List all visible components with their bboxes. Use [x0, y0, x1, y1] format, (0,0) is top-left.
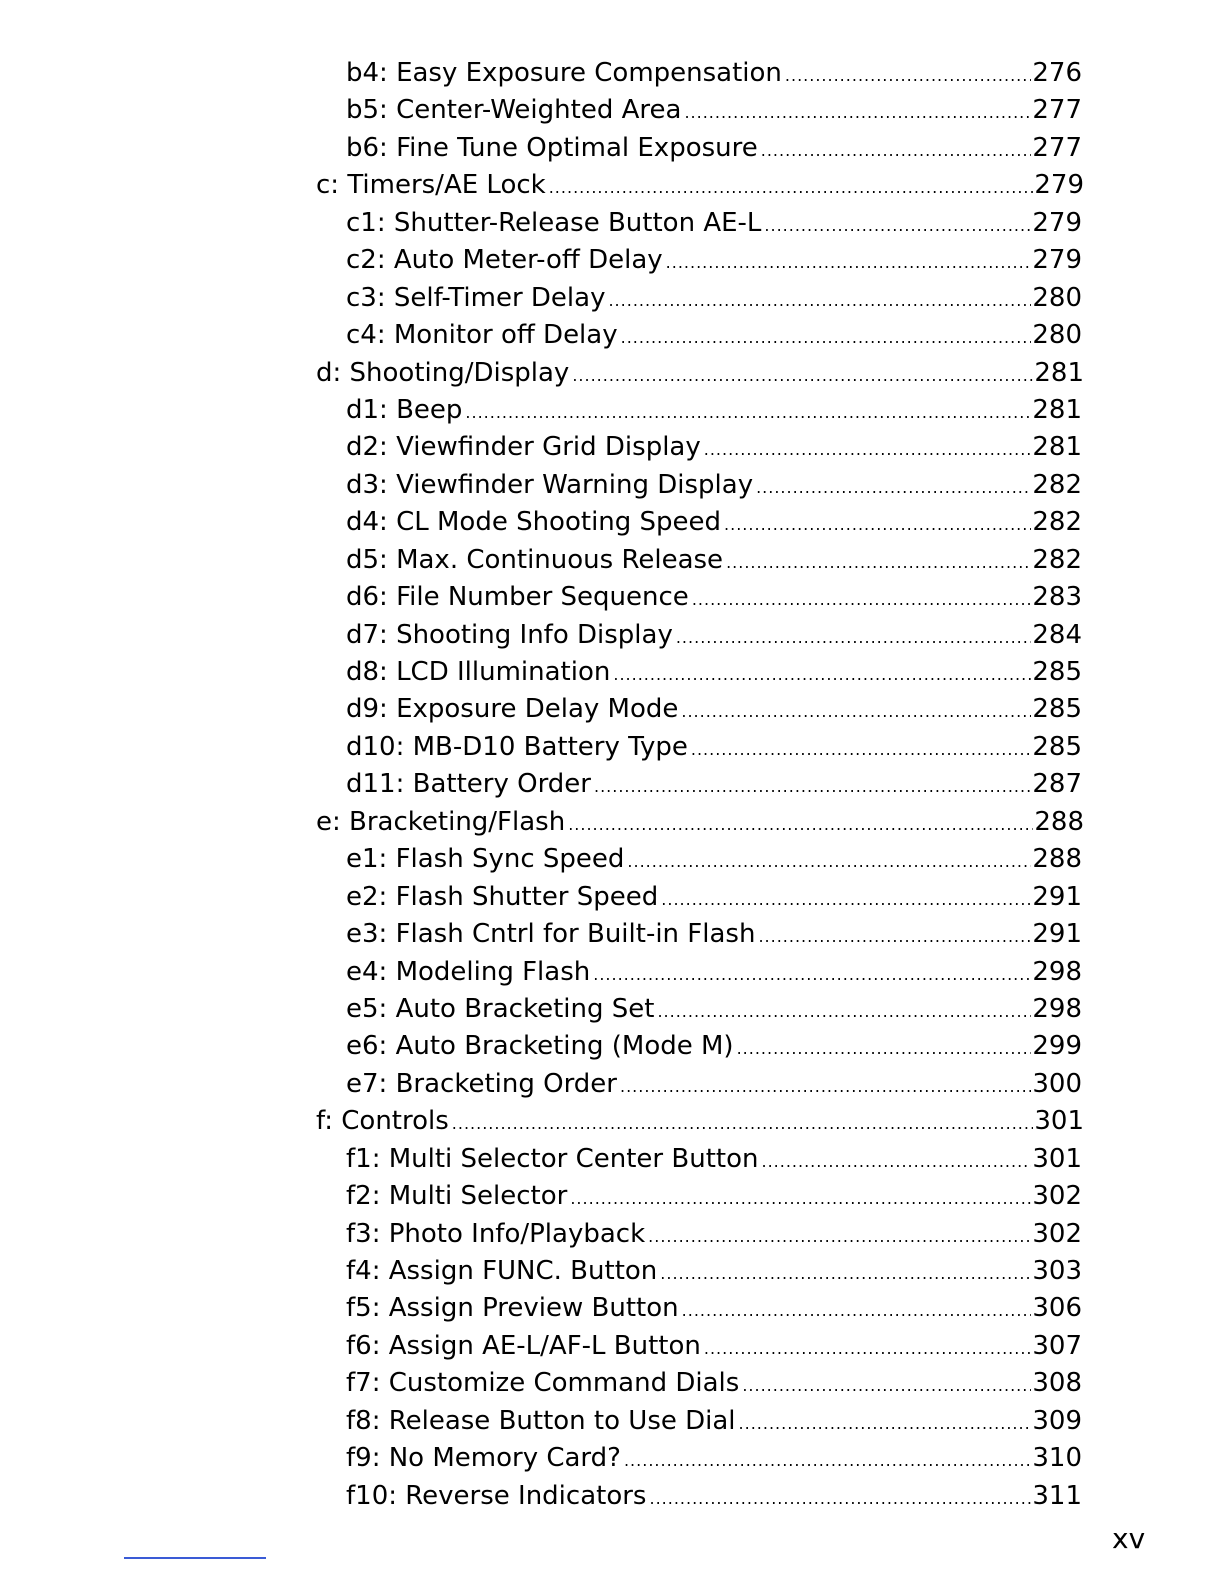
dot-leader [681, 693, 1031, 730]
toc-entry-label: d9: Exposure Delay Mode [346, 694, 679, 725]
dot-leader [758, 918, 1031, 955]
toc-entry-page: 277 [1032, 132, 1082, 163]
footer-rule [124, 1557, 266, 1559]
toc-entry-label: b4: Easy Exposure Compensation [346, 58, 782, 88]
toc-row [316, 804, 1084, 843]
toc-entry-page: 288 [1032, 844, 1082, 875]
toc-entry-label: f6: Assign AE-L/AF-L Button [346, 1330, 701, 1361]
toc-row [346, 766, 1082, 805]
dot-leader [704, 431, 1032, 468]
toc-row [346, 991, 1082, 1030]
toc-row [346, 92, 1082, 131]
dot-leader [661, 881, 1031, 918]
toc-entry[interactable] [0, 766, 1224, 803]
toc-entry-page: 282 [1032, 544, 1082, 575]
toc-entry-label: c: Timers/AE Lock [316, 170, 546, 201]
toc-row [316, 1103, 1084, 1142]
toc-entry-label: f2: Multi Selector [346, 1181, 568, 1212]
toc-row [316, 355, 1084, 394]
toc-row [346, 1178, 1082, 1217]
dot-leader [594, 768, 1031, 805]
toc-row [346, 280, 1082, 319]
toc-entry-page: 291 [1032, 881, 1082, 912]
toc-entry-page: 287 [1032, 769, 1082, 800]
toc-entry-page: 291 [1032, 919, 1082, 950]
toc-entry-page: 281 [1032, 432, 1082, 463]
dot-leader [627, 843, 1031, 880]
toc-entry-label: f7: Customize Command Dials [346, 1368, 740, 1399]
toc-entry[interactable] [0, 1066, 1224, 1103]
dot-leader [692, 581, 1032, 618]
toc-entry[interactable] [0, 729, 1224, 766]
toc-entry-label: b6: Fine Tune Optimal Exposure [346, 132, 758, 163]
dot-leader [764, 207, 1031, 244]
toc-section[interactable] [0, 804, 1224, 841]
toc-entry[interactable] [0, 55, 1224, 92]
dot-leader [613, 656, 1031, 693]
toc-entry-page: 276 [1032, 58, 1082, 88]
toc-entry-page: 281 [1034, 357, 1084, 388]
toc-row [346, 1141, 1082, 1180]
dot-leader [742, 1367, 1031, 1404]
toc-row [346, 467, 1082, 506]
toc-entry-label: c3: Self-Timer Delay [346, 282, 606, 313]
dot-leader [549, 169, 1034, 206]
dot-leader [761, 132, 1032, 169]
toc-entry[interactable] [0, 954, 1224, 991]
toc-entry[interactable] [0, 916, 1224, 953]
toc-entry[interactable] [0, 1141, 1224, 1178]
toc-entry-label: e4: Modeling Flash [346, 956, 591, 987]
toc-entry-label: f3: Photo Info/Playback [346, 1218, 646, 1249]
toc-entry[interactable] [0, 691, 1224, 728]
toc-row [346, 1216, 1082, 1255]
toc-entry-label: d6: File Number Sequence [346, 582, 689, 613]
toc-entry-page: 285 [1032, 657, 1082, 687]
toc-entry[interactable] [0, 1403, 1224, 1440]
toc-entry-page: 301 [1032, 1143, 1082, 1174]
table-of-contents [0, 55, 1224, 1515]
toc-entry[interactable] [0, 280, 1224, 317]
toc-entry-label: f8: Release Button to Use Dial [346, 1405, 736, 1436]
toc-entry[interactable] [0, 504, 1224, 541]
dot-leader [726, 544, 1031, 581]
toc-entry-page: 311 [1032, 1480, 1082, 1511]
toc-entry[interactable] [0, 991, 1224, 1028]
toc-entry[interactable] [0, 1478, 1224, 1515]
toc-entry-page: 279 [1034, 170, 1084, 201]
toc-entry-label: d11: Battery Order [346, 769, 591, 800]
toc-entry[interactable] [0, 1365, 1224, 1402]
toc-entry-label: e1: Flash Sync Speed [346, 844, 625, 875]
toc-entry-label: e6: Auto Bracketing (Mode M) [346, 1031, 734, 1062]
toc-entry-page: 303 [1032, 1256, 1082, 1286]
dot-leader [620, 1068, 1031, 1105]
toc-entry[interactable] [0, 130, 1224, 167]
dot-leader [785, 57, 1031, 94]
toc-entry-page: 300 [1032, 1068, 1082, 1099]
toc-entry-label: e2: Flash Shutter Speed [346, 881, 659, 912]
dot-leader [593, 956, 1031, 993]
dot-leader [704, 1330, 1031, 1367]
toc-entry-page: 284 [1032, 619, 1082, 650]
toc-row [346, 1440, 1082, 1479]
toc-entry-page: 280 [1032, 282, 1082, 313]
toc-section[interactable] [0, 355, 1224, 392]
toc-entry[interactable] [0, 429, 1224, 466]
toc-entry[interactable] [0, 317, 1224, 354]
toc-entry-page: 282 [1032, 507, 1082, 538]
toc-entry[interactable] [0, 542, 1224, 579]
dot-leader [657, 993, 1031, 1030]
toc-entry-page: 310 [1032, 1443, 1082, 1474]
toc-entry[interactable] [0, 1290, 1224, 1327]
dot-leader [648, 1218, 1031, 1255]
toc-entry-label: d2: Viewfinder Grid Display [346, 432, 701, 463]
toc-entry-page: 302 [1032, 1181, 1082, 1212]
toc-entry-label: c4: Monitor off Delay [346, 320, 618, 351]
toc-entry[interactable] [0, 1440, 1224, 1477]
toc-entry[interactable] [0, 205, 1224, 242]
toc-row [346, 1290, 1082, 1329]
toc-entry[interactable] [0, 392, 1224, 429]
toc-entry[interactable] [0, 1328, 1224, 1365]
toc-row [346, 1365, 1082, 1404]
toc-entry[interactable] [0, 467, 1224, 504]
toc-row [346, 1066, 1082, 1105]
toc-row [346, 841, 1082, 880]
toc-entry-page: 277 [1032, 95, 1082, 126]
toc-entry-label: d3: Viewfinder Warning Display [346, 469, 754, 500]
toc-entry[interactable] [0, 92, 1224, 129]
toc-row [346, 55, 1082, 94]
toc-row [346, 579, 1082, 618]
dot-leader [570, 1180, 1031, 1217]
toc-entry-label: d4: CL Mode Shooting Speed [346, 507, 722, 538]
toc-entry[interactable] [0, 1253, 1224, 1290]
dot-leader [666, 244, 1032, 281]
toc-entry-page: 301 [1034, 1106, 1084, 1137]
dot-leader [724, 506, 1031, 543]
dot-leader [737, 1030, 1032, 1067]
toc-row [346, 654, 1082, 693]
toc-entry-page: 309 [1032, 1405, 1082, 1436]
dot-leader [676, 619, 1032, 656]
toc-entry-label: d1: Beep [346, 394, 463, 425]
toc-row [346, 954, 1082, 993]
toc-row [346, 542, 1082, 581]
toc-entry-page: 285 [1032, 731, 1082, 762]
toc-row [346, 504, 1082, 543]
toc-row [346, 691, 1082, 730]
toc-entry-page: 298 [1032, 993, 1082, 1024]
toc-row [346, 130, 1082, 169]
toc-entry[interactable] [0, 1028, 1224, 1065]
toc-entry-label: d7: Shooting Info Display [346, 619, 673, 650]
toc-entry-page: 282 [1032, 469, 1082, 500]
dot-leader [761, 1143, 1031, 1180]
dot-leader [660, 1255, 1031, 1292]
dot-leader [684, 94, 1031, 131]
dot-leader [621, 319, 1032, 356]
toc-entry-label: f: Controls [316, 1106, 449, 1137]
toc-section[interactable] [0, 1103, 1224, 1140]
toc-entry[interactable] [0, 242, 1224, 279]
toc-entry-label: b5: Center-Weighted Area [346, 95, 682, 126]
toc-entry-page: 308 [1032, 1368, 1082, 1399]
dot-leader [739, 1405, 1032, 1442]
toc-row [346, 205, 1082, 244]
toc-entry[interactable] [0, 617, 1224, 654]
toc-entry[interactable] [0, 579, 1224, 616]
toc-entry-label: f1: Multi Selector Center Button [346, 1143, 759, 1174]
toc-entry-label: c2: Auto Meter-off Delay [346, 245, 663, 276]
dot-leader [568, 806, 1033, 843]
toc-entry[interactable] [0, 841, 1224, 878]
toc-entry-page: 306 [1032, 1293, 1082, 1324]
toc-entry[interactable] [0, 879, 1224, 916]
toc-entry-page: 281 [1032, 394, 1082, 425]
dot-leader [624, 1442, 1031, 1479]
toc-row [346, 317, 1082, 356]
toc-entry-label: c1: Shutter-Release Button AE-L [346, 207, 762, 238]
toc-row [346, 1253, 1082, 1292]
toc-entry-page: 279 [1032, 207, 1082, 238]
toc-entry-label: f4: Assign FUNC. Button [346, 1256, 658, 1286]
toc-entry-label: f10: Reverse Indicators [346, 1480, 647, 1511]
toc-entry-page: 288 [1034, 806, 1084, 837]
dot-leader [452, 1105, 1034, 1142]
toc-entry-page: 279 [1032, 245, 1082, 276]
toc-entry-label: e: Bracketing/Flash [316, 806, 566, 837]
dot-leader [608, 282, 1031, 319]
toc-entry-page: 302 [1032, 1218, 1082, 1249]
toc-entry-label: d: Shooting/Display [316, 357, 570, 388]
toc-row [346, 392, 1082, 431]
toc-row [346, 916, 1082, 955]
dot-leader [572, 357, 1033, 394]
toc-entry-label: e3: Flash Cntrl for Built-in Flash [346, 919, 756, 950]
toc-entry-page: 298 [1032, 956, 1082, 987]
toc-row [346, 729, 1082, 768]
toc-entry-label: f9: No Memory Card? [346, 1443, 621, 1474]
toc-row [346, 242, 1082, 281]
toc-row [346, 1328, 1082, 1367]
page-number: xv [1112, 1522, 1146, 1555]
toc-entry-label: e7: Bracketing Order [346, 1068, 617, 1099]
toc-entry-page: 283 [1032, 582, 1082, 613]
dot-leader [756, 469, 1031, 506]
toc-row [346, 879, 1082, 918]
dot-leader [691, 731, 1032, 768]
toc-entry-page: 307 [1032, 1330, 1082, 1361]
toc-entry-label: f5: Assign Preview Button [346, 1293, 679, 1324]
toc-row [316, 167, 1084, 206]
toc-entry[interactable] [0, 654, 1224, 691]
toc-entry-label: d8: LCD Illumination [346, 657, 611, 687]
toc-row [346, 429, 1082, 468]
dot-leader [649, 1480, 1031, 1517]
toc-entry-label: e5: Auto Bracketing Set [346, 993, 655, 1024]
toc-entry[interactable] [0, 1216, 1224, 1253]
dot-leader [465, 394, 1031, 431]
dot-leader [682, 1292, 1032, 1329]
toc-entry-page: 285 [1032, 694, 1082, 725]
toc-entry-page: 280 [1032, 320, 1082, 351]
toc-row [346, 1403, 1082, 1442]
toc-section[interactable] [0, 167, 1224, 204]
toc-row [346, 1478, 1082, 1517]
toc-entry-label: d5: Max. Continuous Release [346, 544, 724, 575]
toc-entry-label: d10: MB-D10 Battery Type [346, 731, 688, 762]
toc-row [346, 617, 1082, 656]
toc-entry-page: 299 [1032, 1031, 1082, 1062]
toc-entry[interactable] [0, 1178, 1224, 1215]
toc-row [346, 1028, 1082, 1067]
